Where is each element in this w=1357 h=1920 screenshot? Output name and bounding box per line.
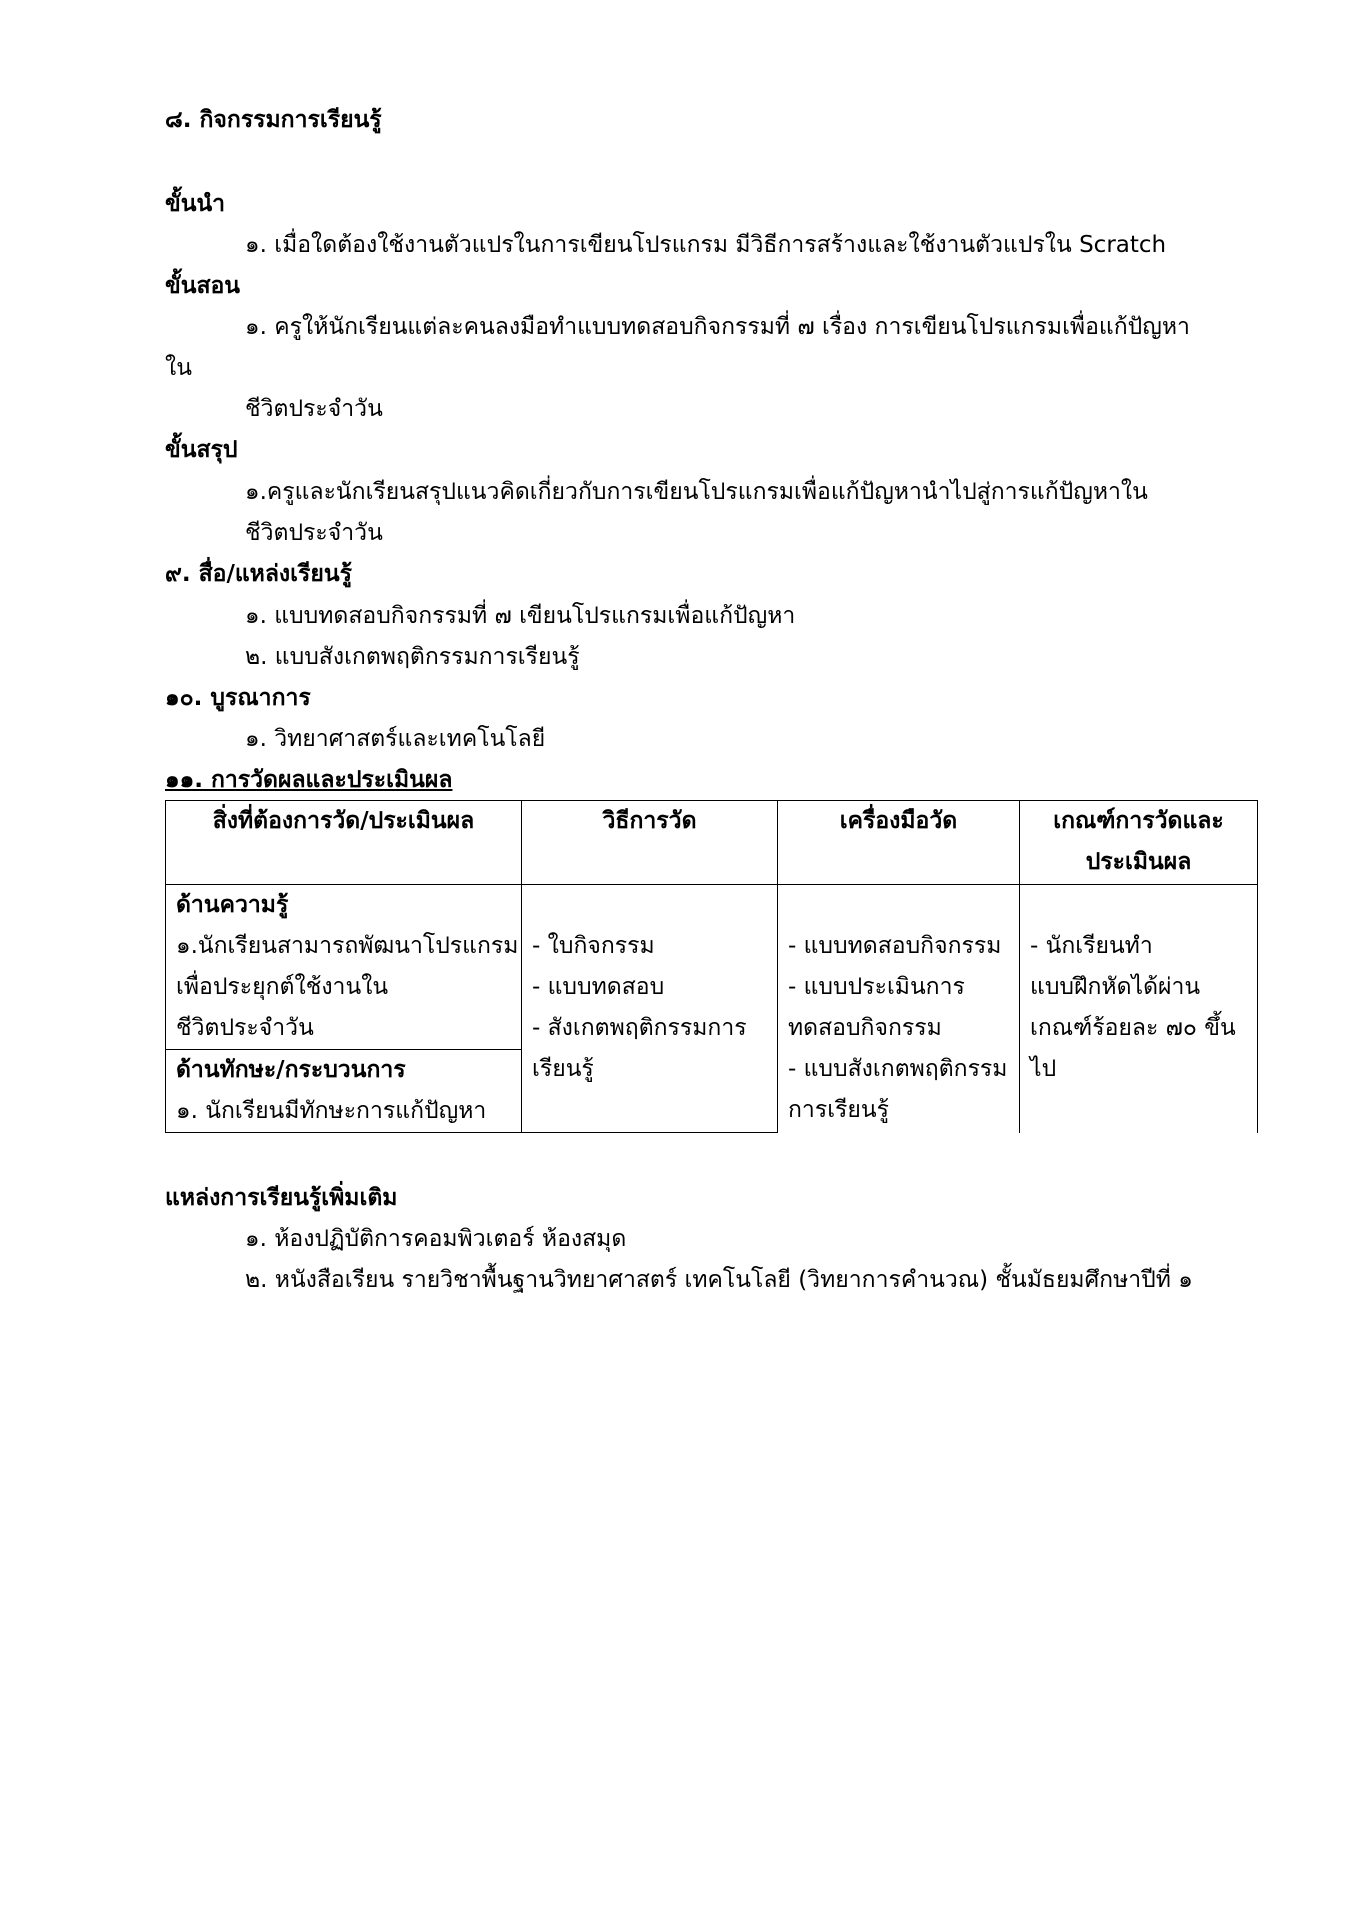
teach-step-item-line2: ชีวิตประจำวัน <box>245 396 383 422</box>
section-9-heading: ๙. สื่อ/แหล่งเรียนรู้ <box>165 561 352 587</box>
media-item: ๑. แบบทดสอบกิจกรรมที่ ๗ เขียนโปรแกรมเพื่อแก้ปัญหา <box>245 603 796 629</box>
knowledge-line: ชีวิตประจำวัน <box>176 1015 314 1041</box>
extra-resources-heading: แหล่งการเรียนรู้เพิ่มเติม <box>165 1185 398 1211</box>
skills-title: ด้านทักษะ/กระบวนการ <box>176 1057 406 1083</box>
tool-line: - แบบทดสอบกิจกรรม <box>788 933 1002 959</box>
criteria-line: เกณฑ์ร้อยละ ๗๐ ขึ้น <box>1030 1015 1236 1041</box>
tool-line: ทดสอบกิจกรรม <box>788 1015 942 1041</box>
table-row <box>166 885 1258 1050</box>
table-header-row <box>166 801 1258 885</box>
evaluation-table <box>165 800 1258 1133</box>
skills-cell <box>166 1050 522 1133</box>
summary-step-title: ขั้นสรุป <box>165 437 238 463</box>
table-header-cell: สิ่งที่ต้องการวัด/ประเมินผล <box>166 801 522 885</box>
summary-step-item-line1: ๑.ครูและนักเรียนสรุปแนวคิดเกี่ยวกับการเขียนโปรแกรมเพื่อแก้ปัญหานำไปสู่การแก้ปัญหาใน <box>245 479 1148 505</box>
method-line: เรียนรู้ <box>532 1056 594 1082</box>
tool-line: การเรียนรู้ <box>788 1097 889 1123</box>
criteria-cell <box>1020 885 1258 1133</box>
table-header-cell: เครื่องมือวัด <box>778 801 1020 885</box>
criteria-line: ไป <box>1030 1056 1057 1082</box>
section-8-heading: ๘. กิจกรรมการเรียนรู้ <box>165 107 382 133</box>
table-header-cell <box>1020 801 1258 885</box>
tools-cell <box>778 885 1020 1133</box>
table-header-cell: วิธีการวัด <box>522 801 778 885</box>
knowledge-title: ด้านความรู้ <box>176 892 289 918</box>
spacer <box>1030 885 1247 926</box>
teach-step-item-wrap: ใน <box>165 355 192 381</box>
methods-cell <box>522 885 778 1133</box>
intro-step-item: ๑. เมื่อใดต้องใช้งานตัวแปรในการเขียนโปรแกรม มีวิธีการสร้างและใช้งานตัวแปรใน Scratch <box>245 232 1167 258</box>
intro-step-title: ขั้นนำ <box>165 191 226 217</box>
method-line: - แบบทดสอบ <box>532 974 665 1000</box>
summary-step-item-line2: ชีวิตประจำวัน <box>245 520 383 546</box>
integration-item: ๑. วิทยาศาสตร์และเทคโนโลยี <box>245 726 546 752</box>
extra-resource-item: ๒. หนังสือเรียน รายวิชาพื้นฐานวิทยาศาสตร์ เทคโนโลยี (วิทยาการคำนวณ) ชั้นมัธยมศึกษาปีที่ ๑ <box>245 1267 1193 1293</box>
teach-step-item-line1: ๑. ครูให้นักเรียนแต่ละคนลงมือทำแบบทดสอบกิจกรรมที่ ๗ เรื่อง การเขียนโปรแกรมเพื่อแก้ปัญหา <box>245 314 1190 340</box>
criteria-line: แบบฝึกหัดได้ผ่าน <box>1030 974 1201 1000</box>
spacer <box>788 885 1009 926</box>
spacer <box>532 885 767 926</box>
criteria-line: - นักเรียนทำ <box>1030 933 1153 959</box>
knowledge-line: ๑.นักเรียนสามารถพัฒนาโปรแกรม <box>176 933 519 959</box>
knowledge-line: เพื่อประยุกต์ใช้งานใน <box>176 974 389 1000</box>
section-11-heading: ๑๑. การวัดผลและประเมินผล <box>165 767 453 793</box>
header-line: เกณฑ์การวัดและ <box>1053 808 1224 834</box>
tool-line: - แบบประเมินการ <box>788 974 965 1000</box>
teach-step-title: ขั้นสอน <box>165 273 241 299</box>
extra-resource-item: ๑. ห้องปฏิบัติการคอมพิวเตอร์ ห้องสมุด <box>245 1226 627 1252</box>
knowledge-cell <box>166 885 522 1050</box>
method-line: - ใบกิจกรรม <box>532 933 655 959</box>
section-10-heading: ๑๐. บูรณาการ <box>165 685 311 711</box>
tool-line: - แบบสังเกตพฤติกรรม <box>788 1056 1008 1082</box>
header-line: ประเมินผล <box>1085 849 1192 875</box>
method-line: - สังเกตพฤติกรรมการ <box>532 1015 747 1041</box>
media-item: ๒. แบบสังเกตพฤติกรรมการเรียนรู้ <box>245 644 580 670</box>
skills-line: ๑. นักเรียนมีทักษะการแก้ปัญหา <box>176 1098 487 1124</box>
